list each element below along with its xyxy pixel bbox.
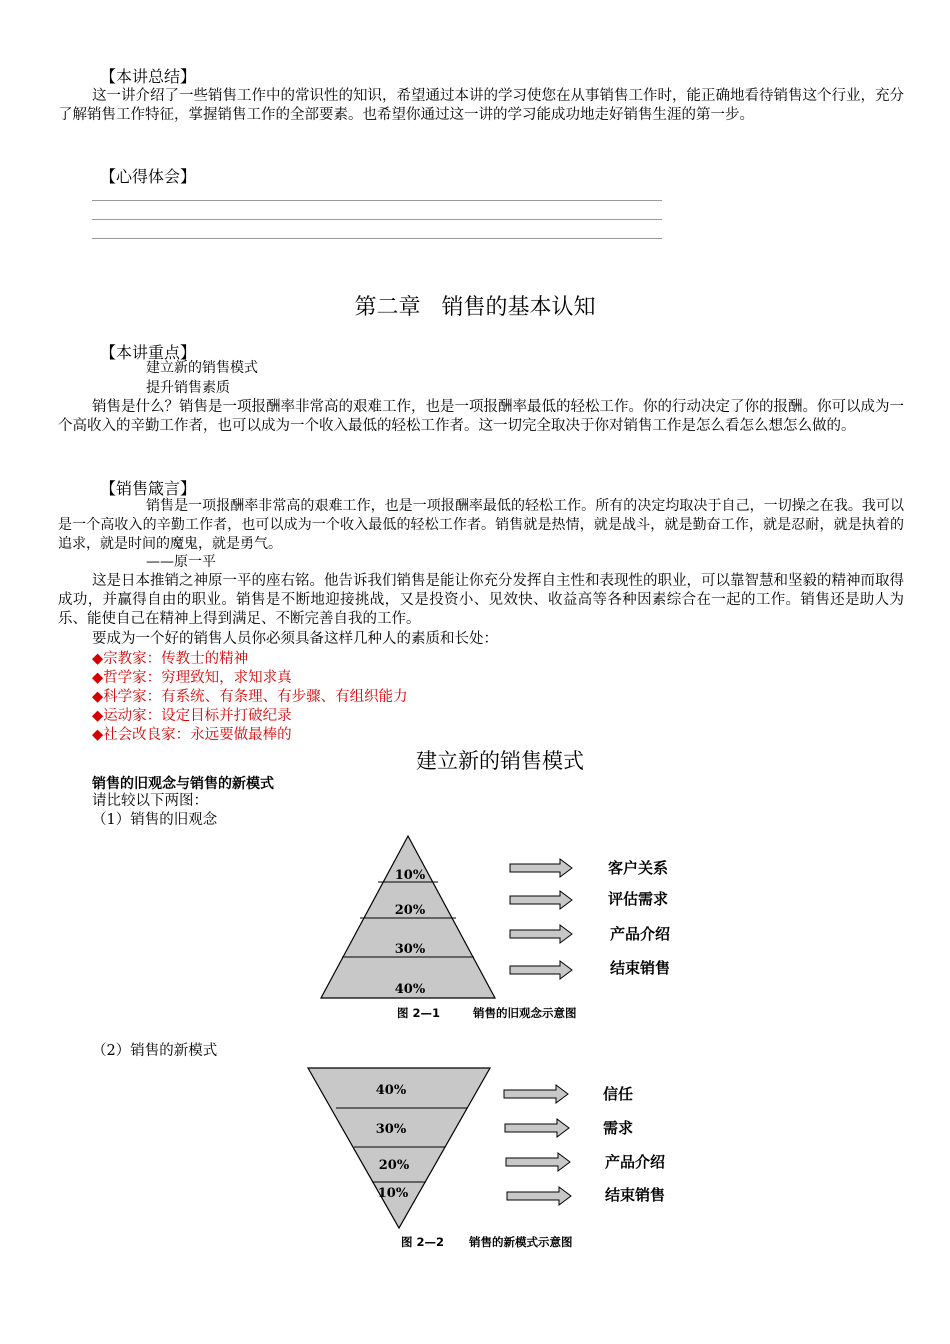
pyramid-label: 产品介绍	[605, 1153, 666, 1171]
focus-heading: 【本讲重点】	[100, 343, 197, 362]
figure-caption-text: 销售的新模式示意图	[469, 1235, 573, 1249]
pyramid-level: 20%	[378, 1158, 410, 1173]
notes-heading: 【心得体会】	[100, 167, 197, 186]
figure-caption-number: 图 2—2	[401, 1235, 445, 1249]
arrow-icon	[504, 1085, 568, 1103]
notes-line	[92, 200, 662, 201]
pyramid-label: 需求	[603, 1119, 634, 1137]
figure-caption-number: 图 2—1	[397, 1006, 441, 1020]
focus-item: 建立新的销售模式	[146, 360, 258, 376]
pyramid-level: 30%	[375, 1122, 407, 1137]
chapter-title: 第二章 销售的基本认知	[354, 295, 596, 320]
arrow-icon	[510, 961, 572, 979]
pyramid-label: 结束销售	[605, 1186, 666, 1204]
notes-line	[92, 219, 662, 220]
quality-item: ◆运动家：设定目标并打破纪录	[92, 708, 292, 724]
qualities-list	[92, 650, 408, 745]
section-intro: 请比较以下两图：	[92, 793, 208, 809]
motto-heading: 【销售箴言】	[100, 479, 197, 498]
arrow-icon	[505, 1119, 569, 1137]
motto-quote: 销售是一项报酬率非常高的艰难工作，也是一项报酬率最低的轻松工作。所有的决定均取决于自己，一切操之在我。我可以是一个高收入的辛勤工作者，也可以成为一个收入最低的轻松工作者。销售就是热情，就是战斗，就是勤奋工作，就是忍耐，就是执着的追求，就是时间的魔鬼，就是勇气。	[58, 498, 904, 552]
pyramid-label: 结束销售	[610, 959, 671, 977]
old-concept-label: （1）销售的旧观念	[92, 812, 218, 828]
focus-item: 提升销售素质	[146, 380, 230, 396]
arrow-icon	[510, 859, 572, 877]
section-title: 建立新的销售模式	[416, 749, 584, 773]
quality-item: ◆宗教家：传教士的精神	[92, 651, 249, 667]
summary-heading: 【本讲总结】	[100, 67, 197, 86]
pyramid-label: 客户关系	[608, 859, 669, 877]
pyramid-level: 30%	[394, 942, 426, 957]
qualities-intro: 要成为一个好的销售人员你必须具备这样几种人的素质和长处：	[92, 631, 498, 647]
section-subheading: 销售的旧观念与销售的新模式	[92, 776, 274, 792]
pyramid-label: 评估需求	[608, 890, 669, 908]
figure-new-model	[300, 1060, 720, 1260]
pyramid-level: 10%	[377, 1186, 409, 1201]
quality-item: ◆哲学家：穷理致知，求知求真	[92, 670, 292, 686]
notes-line	[92, 238, 662, 239]
summary-paragraph: 这一讲介绍了一些销售工作中的常识性的知识，希望通过本讲的学习使您在从事销售工作时，能正确地看待销售这个行业，充分了解销售工作特征，掌握销售工作的全部要素。也希望你通过这一讲的学习能成功地走好销售生涯的第一步。	[58, 88, 904, 123]
arrow-icon	[510, 891, 572, 909]
arrow-icon	[510, 925, 572, 943]
quality-item: ◆社会改良家：永远要做最棒的	[92, 727, 292, 743]
arrow-icon	[507, 1187, 571, 1205]
new-model-label: （2）销售的新模式	[92, 1043, 218, 1059]
pyramid-level: 10%	[394, 868, 426, 883]
motto-paragraph: 这是日本推销之神原一平的座右铭。他告诉我们销售是能让你充分发挥自主性和表现性的职业，可以靠智慧和坚毅的精神而取得成功，并赢得自由的职业。销售是不断地迎接挑战，又是投资小、见效快、收益高等各种因素综合在一起的工作。销售还是助人为乐、能使自己在精神上得到满足、不断完善自我的工作。	[58, 573, 904, 627]
pyramid-level: 20%	[394, 903, 426, 918]
figure-old-concept	[300, 830, 720, 1030]
figure-caption-text: 销售的旧观念示意图	[473, 1006, 577, 1020]
focus-paragraph: 销售是什么？销售是一项报酬率非常高的艰难工作，也是一项报酬率最低的轻松工作。你的行动决定了你的报酬。你可以成为一个高收入的辛勤工作者，也可以成为一个收入最低的轻松工作者。这一切完全取决于你对销售工作是怎么看怎么想怎么做的。	[58, 399, 904, 434]
pyramid-level: 40%	[375, 1083, 407, 1098]
pyramid-level: 40%	[394, 982, 426, 997]
quality-item: ◆科学家：有系统、有条理、有步骤、有组织能力	[92, 689, 408, 705]
pyramid-label: 产品介绍	[610, 925, 671, 943]
pyramid-label: 信任	[603, 1085, 634, 1103]
arrow-icon	[506, 1153, 570, 1171]
motto-author: ——原一平	[146, 554, 216, 570]
